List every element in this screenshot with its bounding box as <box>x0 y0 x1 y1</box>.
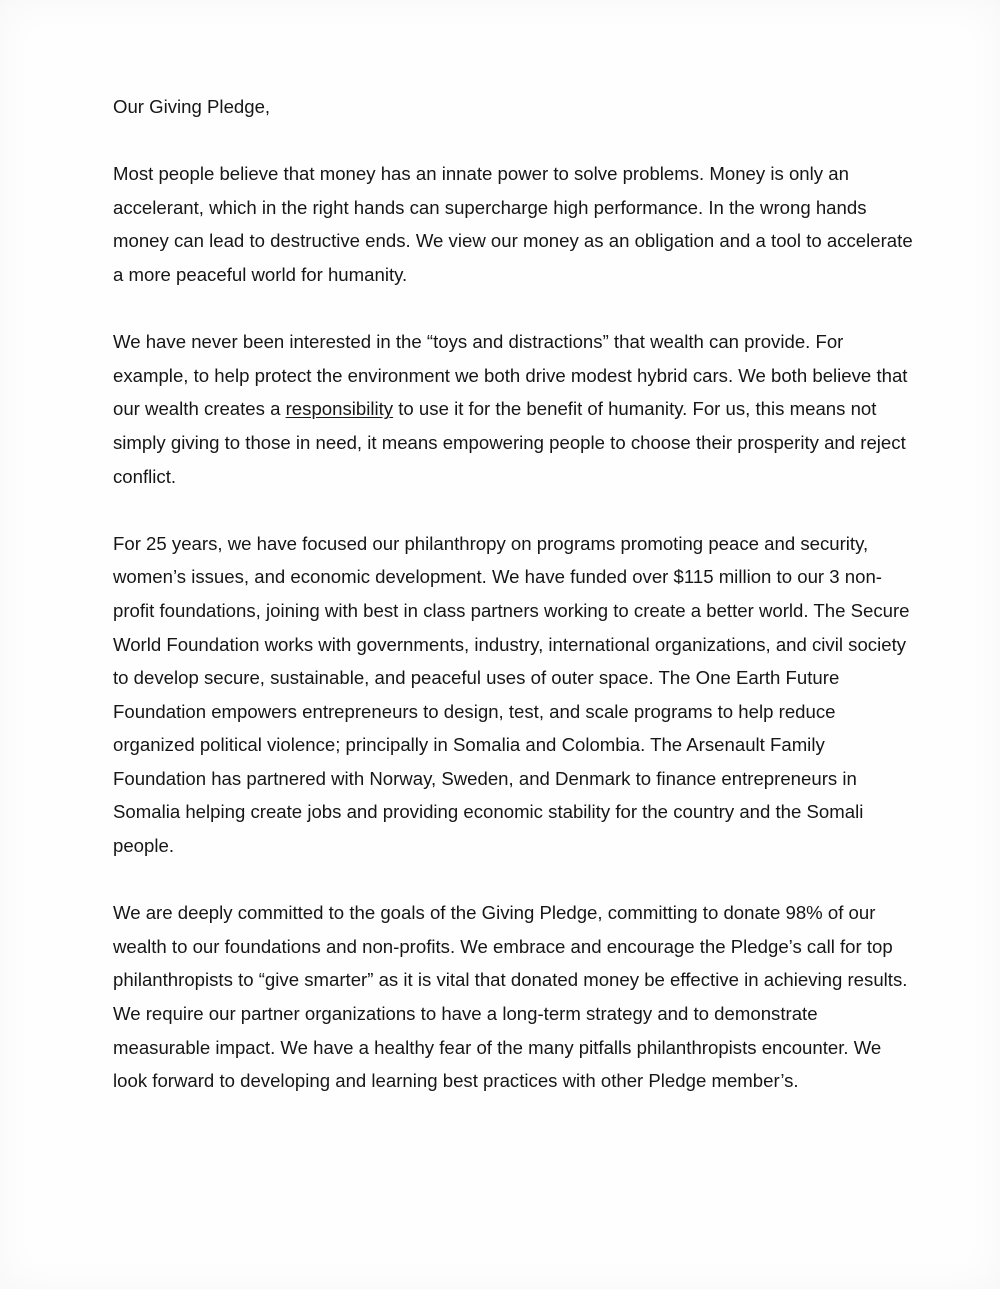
paragraph-foundations: For 25 years, we have focused our philanthropy on programs promoting peace and security, women’s issues, and economic development. We have funded over $115 million to our 3 non-profit foundations, joining with best in class partners working to create a better world. The Secure World Foundation works with governments, industry, international organizations, and civil society to develop secure, sustainable, and peaceful uses of outer space. The One Earth Future Foundation empowers entrepreneurs to design, test, and scale programs to help reduce organized political violence; principally in Somalia and Colombia. The Arsenault Family Foundation has partnered with Norway, Sweden, and Denmark to finance entrepreneurs in Somalia helping create jobs and providing economic stability for the country and the Somali people. <box>113 532 910 857</box>
paragraph-commitment: We are deeply committed to the goals of the Giving Pledge, committing to donate 98% of our wealth to our foundations and non-profits. We embrace and encourage the Pledge’s call for top philanthropists to “give smarter” as it is vital that donated money be effective in achieving results. We require our partner organizations to have a long-term strategy and to demonstrate measurable impact. We have a healthy fear of the many pitfalls philanthropists encounter. We look forward to developing and learning best practices with other Pledge member’s. <box>113 902 908 1092</box>
paragraph-responsibility-end: to use it for the benefit of humanity. For us, this means not simply giving to those in need, it means empowering people to choose their prosperity and reject conflict. <box>113 398 906 487</box>
paragraph-money-accelerant: Most people believe that money has an innate power to solve problems. Money is only an accelerant, which in the right hands can supercharge high performance. In the wrong hands money can lead to destructive ends. We view our money as an obligation and a tool to accelerate a more peaceful world for humanity. <box>113 163 913 285</box>
underlined-word-responsibility: responsibility <box>285 398 394 420</box>
letter-body <box>113 90 913 1131</box>
paragraph-responsibility-start: We have never been interested in the “toys and distractions” that wealth can provide. For example, to help protect the environment we both drive modest hybrid cars. We both believe that our wealth creates a <box>113 331 908 420</box>
letter-greeting: Our Giving Pledge, <box>113 96 271 117</box>
paragraph-responsibility <box>113 325 913 493</box>
